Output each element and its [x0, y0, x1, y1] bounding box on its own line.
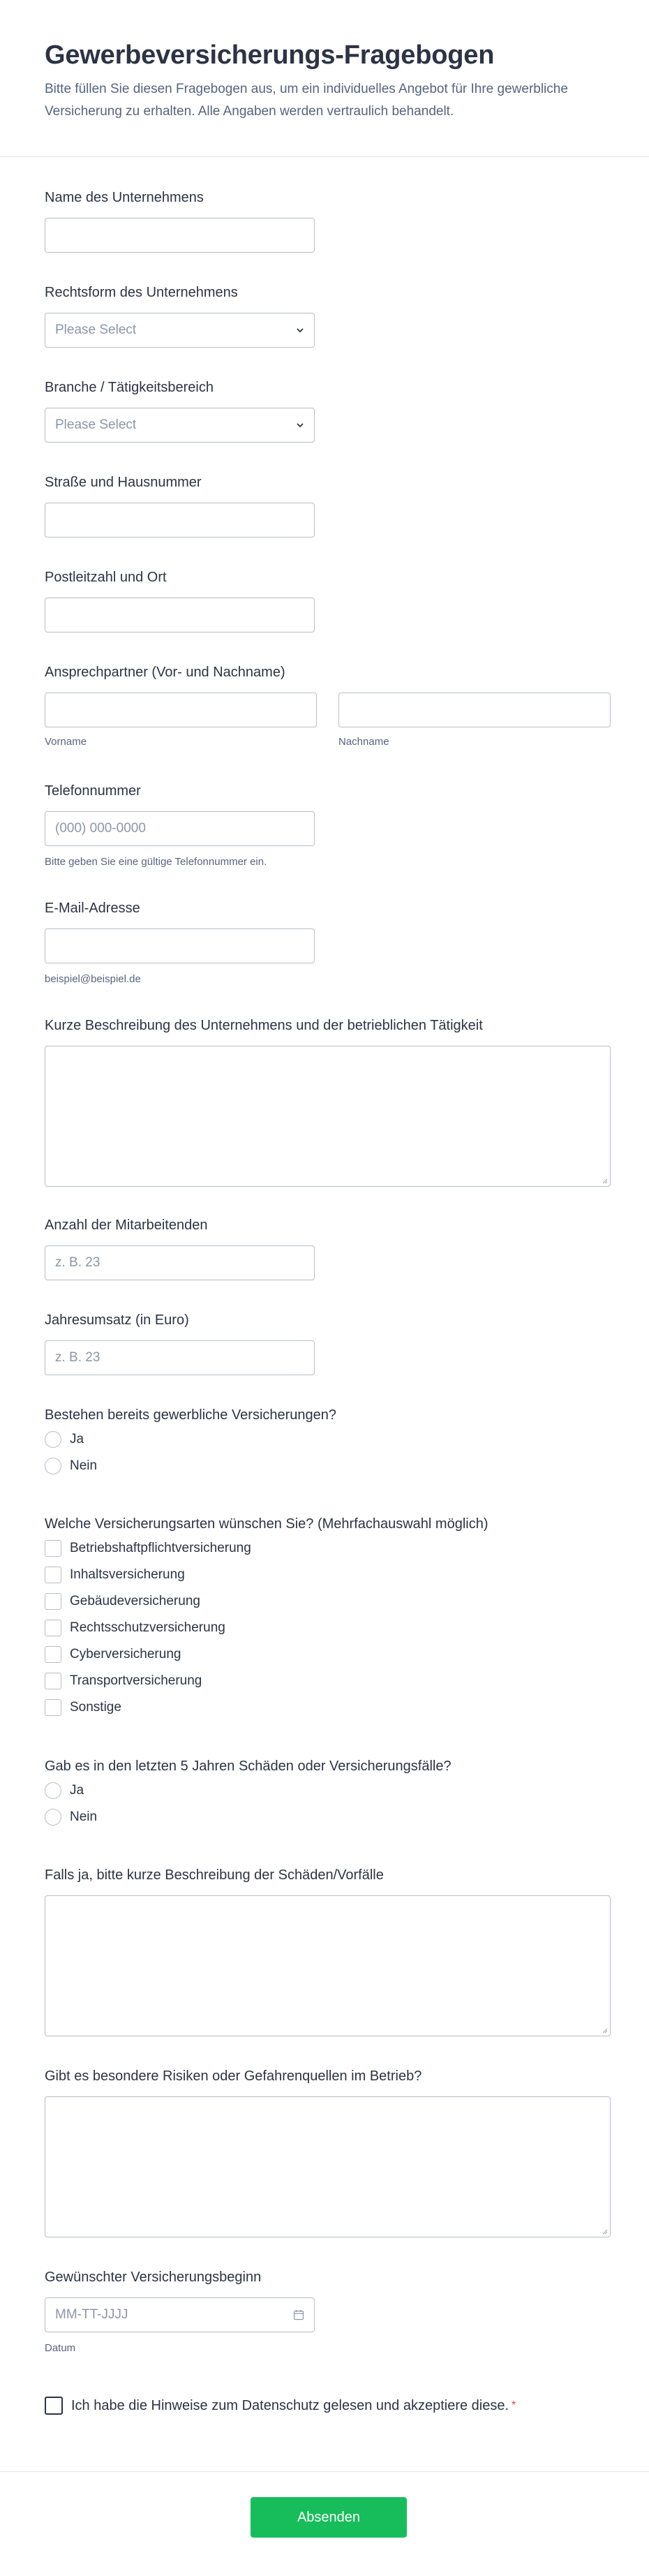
existing-insurance-label: Bestehen bereits gewerbliche Versicherungen? — [45, 1407, 337, 1423]
start-date-sublabel: Datum — [45, 2342, 76, 2354]
street-input[interactable] — [45, 503, 315, 538]
form-footer — [0, 2471, 649, 2576]
form-title: Gewerbeversicherungs-Fragebogen — [45, 40, 495, 70]
checkbox[interactable] — [45, 1673, 61, 1689]
phone-sublabel: Bitte geben Sie eine gültige Telefonnummer ein. — [45, 856, 267, 868]
checkbox[interactable] — [45, 1567, 61, 1583]
revenue-input[interactable]: z. B. 23 — [45, 1340, 315, 1375]
consent-checkbox[interactable] — [45, 2397, 63, 2415]
revenue-label: Jahresumsatz (in Euro) — [45, 1312, 189, 1328]
claims-description-textarea[interactable] — [45, 1895, 611, 2036]
option-label: Nein — [70, 1809, 98, 1824]
insurance-type-option[interactable] — [45, 1538, 488, 1559]
claims-description-field — [45, 1867, 611, 2036]
start-date-placeholder: MM-TT-JJJJ — [55, 2307, 128, 2322]
email-input[interactable] — [45, 928, 315, 963]
zip-city-input[interactable] — [45, 598, 315, 632]
industry-field — [45, 379, 315, 443]
option-label: Ja — [70, 1783, 84, 1798]
submit-button[interactable]: Absenden — [251, 2497, 407, 2538]
company-name-field — [45, 189, 315, 253]
resize-grip-icon[interactable] — [601, 2027, 608, 2034]
contact-label: Ansprechpartner (Vor- und Nachname) — [45, 665, 285, 680]
form-header — [0, 0, 649, 157]
option-label: Transportversicherung — [70, 1673, 202, 1688]
option-label: Nein — [70, 1458, 98, 1473]
past-claims-option-ja[interactable] — [45, 1780, 452, 1801]
zip-city-label: Postleitzahl und Ort — [45, 570, 167, 585]
employees-label: Anzahl der Mitarbeitenden — [45, 1217, 208, 1233]
industry-select[interactable] — [45, 408, 315, 443]
risks-textarea[interactable] — [45, 2096, 611, 2237]
option-label: Cyberversicherung — [70, 1647, 181, 1661]
email-label: E-Mail-Adresse — [45, 901, 140, 916]
radio-button[interactable] — [45, 1782, 61, 1799]
contact-field — [45, 664, 611, 748]
checkbox[interactable] — [45, 1646, 61, 1663]
insurance-type-option[interactable] — [45, 1697, 488, 1718]
email-sublabel: beispiel@beispiel.de — [45, 973, 141, 985]
insurance-type-option[interactable] — [45, 1564, 488, 1585]
insurance-types-label: Welche Versicherungsarten wünschen Sie? (Mehrfachauswahl möglich) — [45, 1516, 488, 1532]
resize-grip-icon[interactable] — [601, 1177, 608, 1184]
resize-grip-icon[interactable] — [601, 2228, 608, 2235]
claims-description-label: Falls ja, bitte kurze Beschreibung der Schäden/Vorfälle — [45, 1867, 384, 1883]
first-name-sublabel: Vorname — [45, 736, 87, 748]
company-name-label: Name des Unternehmens — [45, 190, 204, 205]
past-claims-field — [45, 1758, 452, 1828]
checkbox[interactable] — [45, 1699, 61, 1716]
company-name-input[interactable] — [45, 218, 315, 253]
option-label: Rechtsschutzversicherung — [70, 1620, 225, 1635]
legal-form-selected: Please Select — [55, 323, 137, 337]
street-label: Straße und Hausnummer — [45, 475, 202, 490]
checkbox[interactable] — [45, 1540, 61, 1557]
insurance-type-option[interactable] — [45, 1591, 488, 1612]
legal-form-field — [45, 284, 315, 348]
past-claims-option-nein[interactable] — [45, 1807, 452, 1828]
last-name-sublabel: Nachname — [338, 736, 389, 748]
employees-field — [45, 1217, 315, 1280]
street-field — [45, 474, 315, 538]
checkbox[interactable] — [45, 1593, 61, 1610]
consent-label: Ich habe die Hinweise zum Datenschutz gelesen und akzeptiere diese. — [71, 2397, 509, 2413]
chevron-down-icon — [296, 421, 304, 429]
zip-city-field — [45, 569, 315, 632]
radio-button[interactable] — [45, 1809, 61, 1826]
radio-button[interactable] — [45, 1458, 61, 1474]
last-name-input[interactable] — [338, 693, 611, 727]
employees-input[interactable]: z. B. 23 — [45, 1245, 315, 1280]
existing-insurance-option-ja[interactable] — [45, 1429, 336, 1450]
risks-field — [45, 2068, 611, 2237]
option-label: Sonstige — [70, 1700, 121, 1715]
risks-label: Gibt es besondere Risiken oder Gefahrenquellen im Betrieb? — [45, 2068, 422, 2084]
phone-label: Telefonnummer — [45, 783, 141, 799]
insurance-type-option[interactable] — [45, 1644, 488, 1665]
start-date-field — [45, 2269, 315, 2355]
description-field — [45, 1017, 611, 1187]
start-date-label: Gewünschter Versicherungsbeginn — [45, 2270, 262, 2285]
consent-field[interactable] — [45, 2397, 516, 2415]
insurance-type-option[interactable] — [45, 1618, 488, 1638]
description-textarea[interactable] — [45, 1046, 611, 1187]
existing-insurance-field — [45, 1407, 336, 1476]
email-field — [45, 900, 315, 986]
start-date-input[interactable] — [45, 2297, 315, 2332]
calendar-icon[interactable] — [293, 2309, 304, 2320]
industry-selected: Please Select — [55, 417, 137, 432]
past-claims-label: Gab es in den letzten 5 Jahren Schäden oder Versicherungsfälle? — [45, 1759, 452, 1774]
chevron-down-icon — [296, 326, 304, 334]
description-label: Kurze Beschreibung des Unternehmens und der betrieblichen Tätigkeit — [45, 1018, 483, 1033]
insurance-type-option[interactable] — [45, 1671, 488, 1692]
required-asterisk: * — [512, 2399, 516, 2411]
phone-input[interactable]: (000) 000-0000 — [45, 811, 315, 846]
option-label: Gebäudeversicherung — [70, 1594, 200, 1608]
first-name-input[interactable] — [45, 693, 317, 727]
form-subtitle: Bitte füllen Sie diesen Fragebogen aus, um ein individuelles Angebot für Ihre gewerbliche Versicherung zu erhalten. Alle Angaben werden vertraulich behandelt. — [45, 82, 568, 119]
legal-form-label: Rechtsform des Unternehmens — [45, 285, 238, 300]
revenue-field — [45, 1312, 315, 1375]
legal-form-select[interactable] — [45, 313, 315, 348]
option-label: Betriebshaftpflichtversicherung — [70, 1541, 251, 1555]
option-label: Ja — [70, 1432, 84, 1446]
checkbox[interactable] — [45, 1620, 61, 1636]
radio-button[interactable] — [45, 1431, 61, 1448]
industry-label: Branche / Tätigkeitsbereich — [45, 380, 214, 395]
option-label: Inhaltsversicherung — [70, 1567, 185, 1582]
insurance-types-field — [45, 1516, 488, 1718]
existing-insurance-option-nein[interactable] — [45, 1456, 336, 1476]
phone-field — [45, 783, 315, 868]
